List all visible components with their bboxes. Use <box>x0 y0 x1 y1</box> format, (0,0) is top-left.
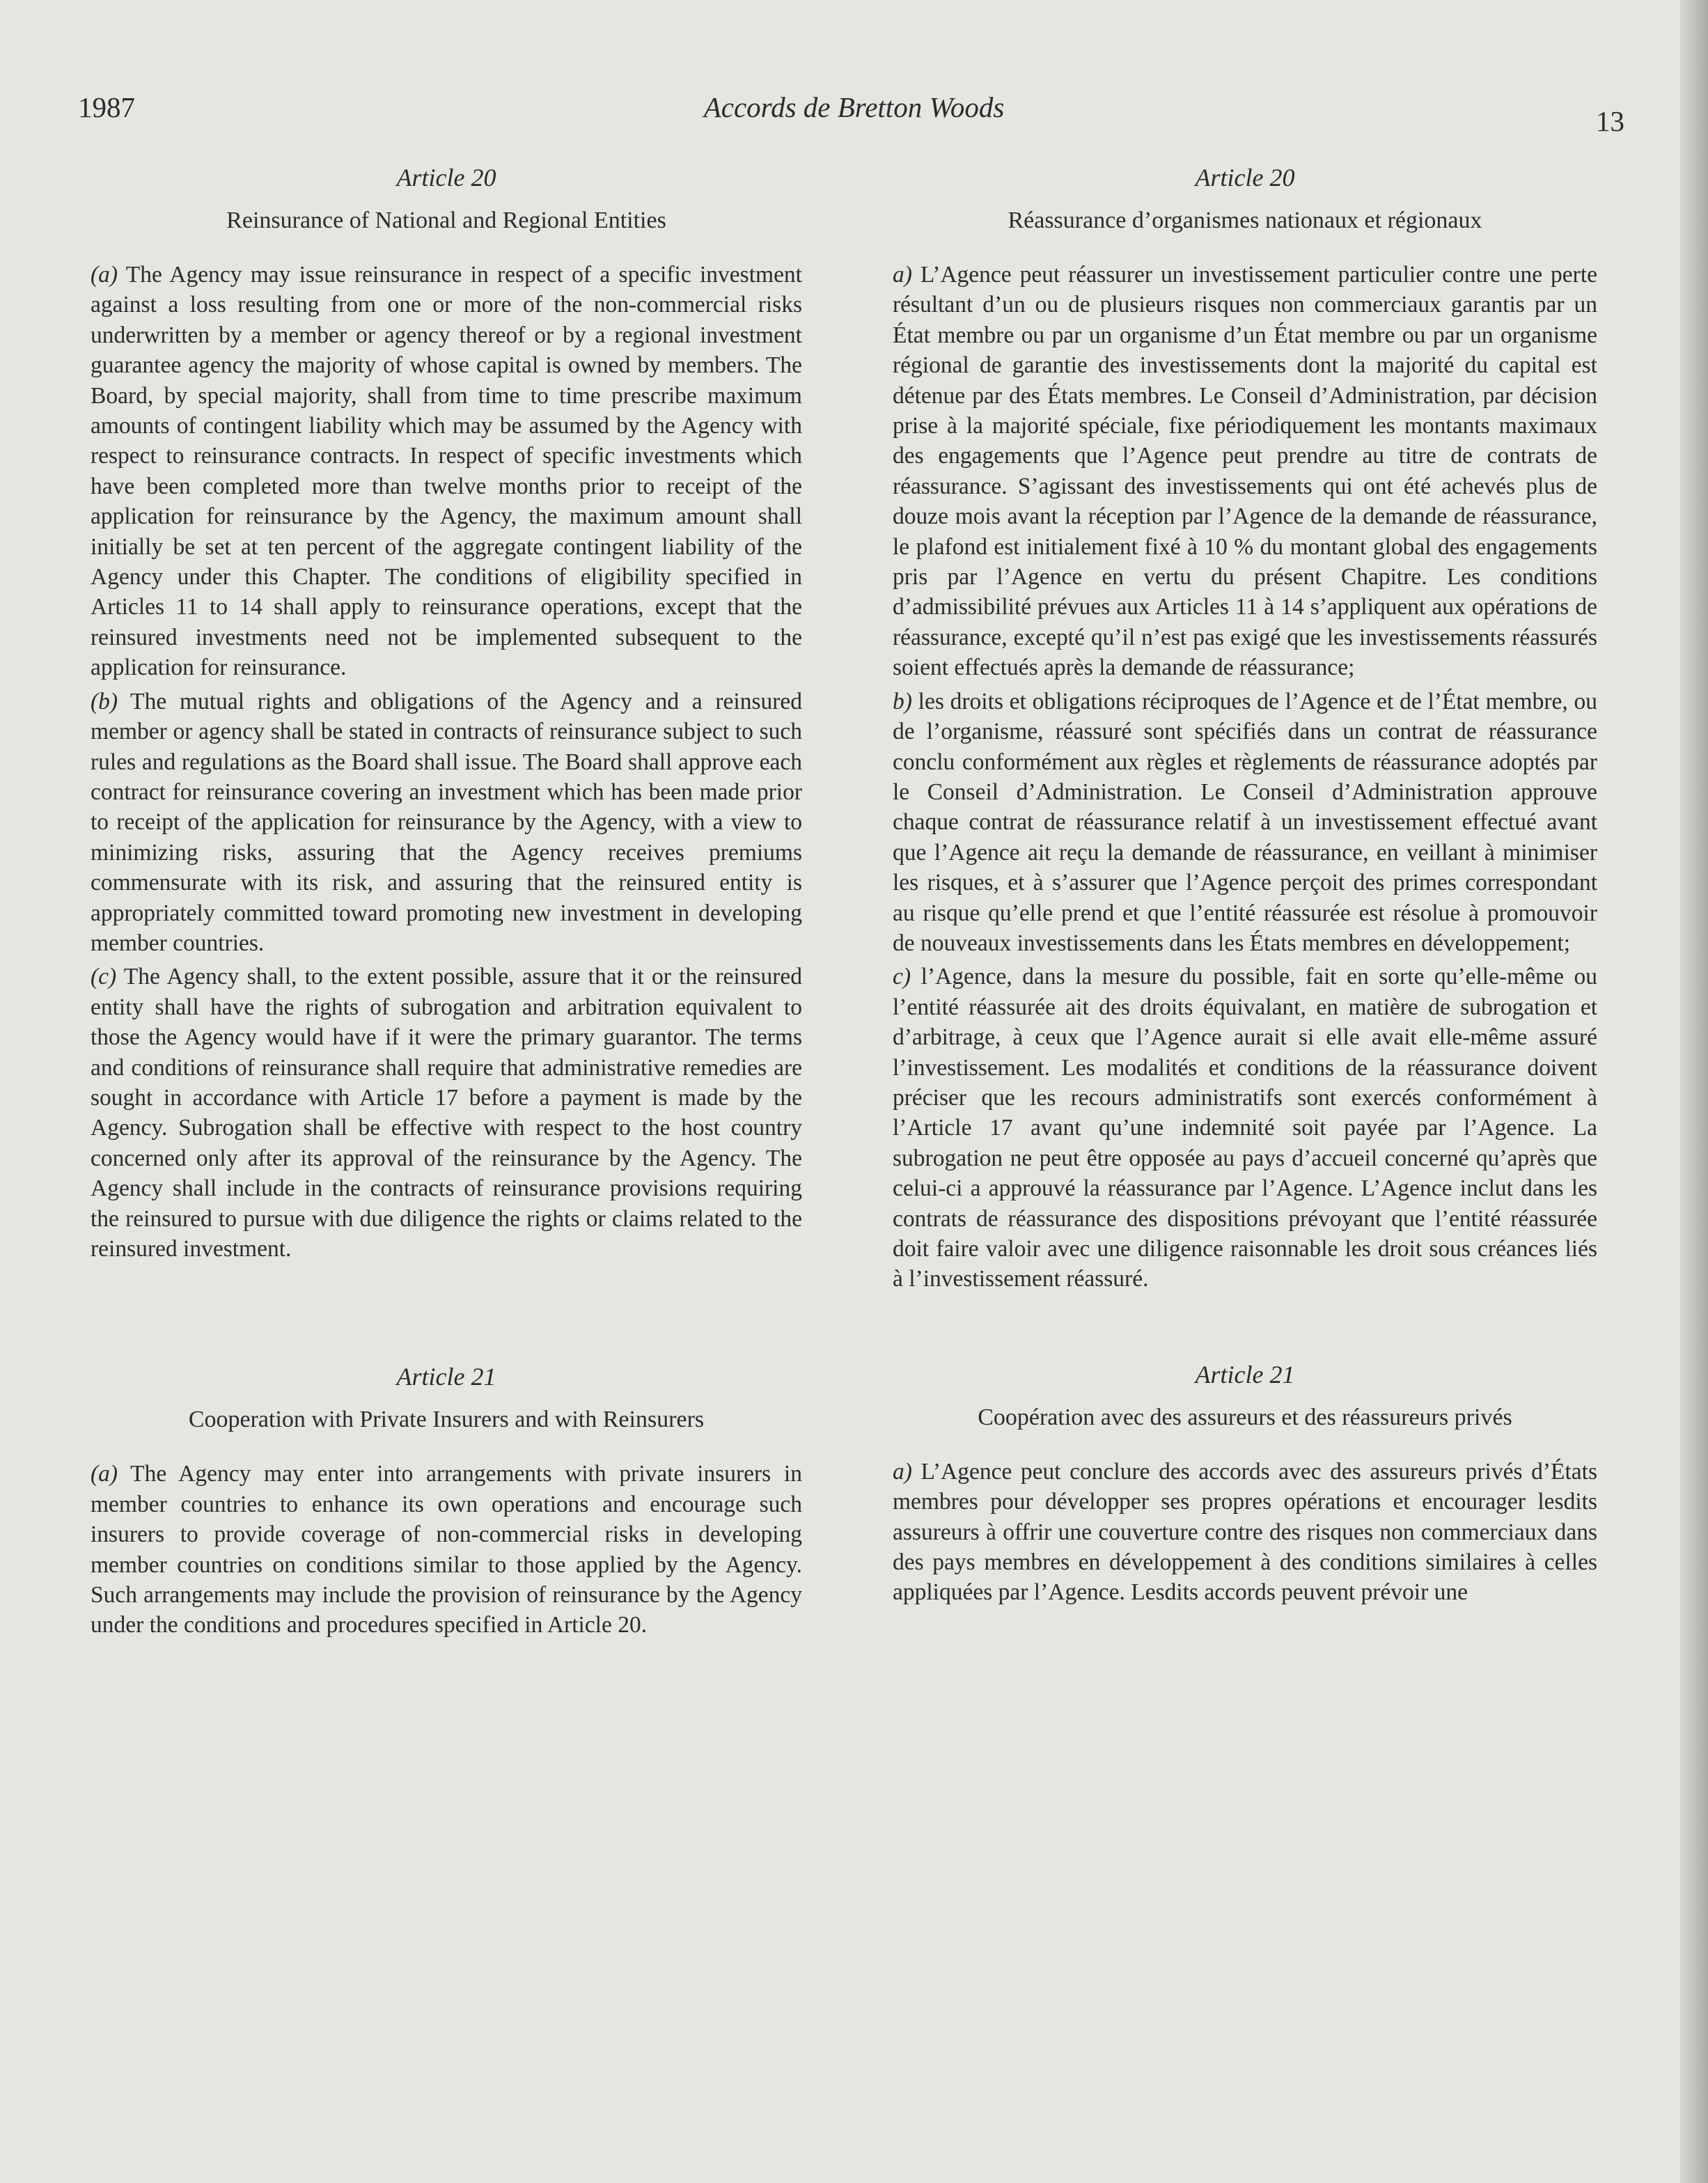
english-column <box>91 162 802 1644</box>
article-20-paragraph-a-fr <box>893 260 1597 683</box>
article-spacer <box>91 1267 802 1361</box>
paragraph-letter: (a) <box>91 262 118 288</box>
header-title: Accords de Bretton Woods <box>703 91 1005 123</box>
article-20-number-fr: Article 20 <box>1195 164 1295 191</box>
header-year: 1987 <box>78 91 135 123</box>
paragraph-text: les droits et obligations réciproques de l’Agence et de l’État membre, ou de l’organisme, réassuré sont spécifiés dans un contrat de réassurance conclu conformément aux règles et règlements de réassurance adoptés par le Conseil d’Administration. Le Conseil d’Administration approuve chaque contrat de réassurance relatif à un investissement effectué avant que l’Agence ait reçu la demande de réassurance, en veillant à minimiser les risques, et à s’assurer que l’Agence perçoit des primes correspondant au risque qu’elle prend et que l’entité réassurée est résolue à promouvoir de nouveaux investissements dans les États membres en développement; <box>893 688 1597 956</box>
paragraph-letter: c) <box>893 964 911 990</box>
paragraph-letter: a) <box>893 1458 912 1485</box>
paragraph-text: The Agency may enter into arrangements with private insurers in member countries to enhance its own operations and encourage such insurers to provide coverage of non-commercial risks in developing member countries on conditions similar to those applied by the Agency. Such arrangements may include the provision of reinsurance by the Agency under the conditions and procedures specified in Article 20. <box>91 1461 802 1638</box>
article-20-number-en: Article 20 <box>396 164 496 191</box>
page-number: 13 <box>1596 105 1624 137</box>
paragraph-text: The Agency shall, to the extent possible, assure that it or the reinsured entity shall have the rights of subrogation and arbitration equivalent to those the Agency would have if it were the primary guarantor. The terms and conditions of reinsurance shall require that administrative remedies are sought in accordance with Article 17 before a payment is made by the Agency. Subrogation shall be effective with respect to the host country concerned only after its approval of the reinsurance by the Agency. The Agency shall include in the contracts of reinsurance provisions requiring the reinsured to pursue with due diligence the rights or claims related to the reinsured investment. <box>91 964 802 1262</box>
paragraph-text: The mutual rights and obligations of the Agency and a reinsured member or agency shall be stated in contracts of reinsurance subject to such rules and regulations as the Board shall issue. The Board shall approve each contract for reinsurance covering an investment which has been made prior to receipt of the application for reinsurance by the Agency, with a view to minimizing risks, assuring that the Agency receives premiums commensurate with its risk, and assuring that the reinsured entity is appropriately committed toward promoting new investment in developing member countries. <box>91 688 802 956</box>
article-20-paragraph-b-en <box>91 687 802 959</box>
article-21-paragraph-a-fr <box>893 1457 1597 1608</box>
paragraph-text: l’Agence, dans la mesure du possible, fait en sorte qu’elle-même ou l’entité réassurée ait des droits équivalant, en matière de subrogation et d’arbitrage, à ceux que l’Agence aurait si elle avait elle-même assuré l’investissement. Les modalités et conditions de la réassurance doivent préciser que les recours administratifs sont exercés conformément à l’Article 17 avant qu’une indemnité soit payée par l’Agence. La subrogation ne peut être opposée au pays d’accueil concerné qu’après que celui-ci a approuvé la réassurance par l’Agence. L’Agence inclut dans les contrats de réassurance des dispositions prévoyant que l’entité réassurée doit faire valoir avec une diligence raisonnable les droit sous créances liés à l’investissement réassuré. <box>893 964 1597 1292</box>
paragraph-letter: (a) <box>91 1461 118 1487</box>
paragraph-text: L’Agence peut conclure des accords avec des assureurs privés d’États membres pour développer ses propres opérations et encourager lesdits assureurs à offrir une couverture contre des risques non commerciaux dans des pays membres en développement à des conditions similaires à celles appliquées par l’Agence. Lesdits accords peuvent prévoir une <box>893 1458 1597 1606</box>
article-20-heading-fr: Réassurance d’organismes nationaux et régionaux <box>1008 208 1482 233</box>
paragraph-text: The Agency may issue reinsurance in respect of a specific investment against a loss resulting from one or more of the non-commercial risks underwritten by a member or agency thereof or by a regional investment guarantee agency the majority of whose capital is owned by members. The Board, by special majority, shall from time to time prescribe maximum amounts of contingent liability which may be assumed by the Agency with respect to reinsurance contracts. In respect of specific investments which have been completed more than twelve months prior to receipt of the application for reinsurance by the Agency, the maximum amount shall initially be set at ten percent of the aggregate contingent liability of the Agency under this Chapter. The conditions of eligibility specified in Articles 11 to 14 shall apply to reinsurance operations, except that the reinsured investments need not be implemented subsequent to the application for reinsurance. <box>91 262 802 681</box>
paragraph-letter: a) <box>893 262 912 288</box>
article-20-paragraph-b-fr <box>893 687 1597 959</box>
article-21-number-en: Article 21 <box>396 1363 496 1391</box>
article-20-paragraph-a-en <box>91 260 802 683</box>
paragraph-letter: b) <box>893 688 912 714</box>
article-21-heading-fr: Coopération avec des assureurs et des réassureurs privés <box>978 1404 1512 1430</box>
article-20-paragraph-c-fr <box>893 962 1597 1294</box>
article-21-number-fr: Article 21 <box>1195 1360 1295 1388</box>
paragraph-letter: (c) <box>91 964 117 990</box>
article-spacer <box>893 1298 1597 1359</box>
article-20-paragraph-c-en <box>91 962 802 1264</box>
paragraph-text: L’Agence peut réassurer un investissement particulier contre une perte résultant d’un ou de plusieurs risques non commerciaux garantis par un État membre ou par un organisme d’un État membre ou par un organisme régional de garantie des investissements dont la majorité du capital est détenue par des États membres. Le Conseil d’Administration, par décision prise à la majorité spéciale, fixe périodiquement les montants maximaux des engagements que l’Agence peut prendre au titre de contrats de réassurance. S’agissant des investissements qui ont été achevés plus de douze mois avant la réception par l’Agence de la demande de réassurance, le plafond est initialement fixé à 10 % du montant global des engagements pris par l’Agence en vertu du présent Chapitre. Les conditions d’admissibilité prévues aux Articles 11 à 14 s’appliquent aux opérations de réassurance, excepté qu’il n’est pas exigé que les investissements réassurés soient effectués après la demande de réassurance; <box>893 262 1597 681</box>
paragraph-letter: (b) <box>91 688 118 714</box>
article-20-heading-en: Reinsurance of National and Regional Entities <box>226 208 666 233</box>
article-21-paragraph-a-en <box>91 1459 802 1640</box>
page-edge-shadow <box>1680 0 1708 2183</box>
french-column <box>893 162 1597 1611</box>
article-21-heading-en: Cooperation with Private Insurers and with Reinsurers <box>188 1407 705 1433</box>
